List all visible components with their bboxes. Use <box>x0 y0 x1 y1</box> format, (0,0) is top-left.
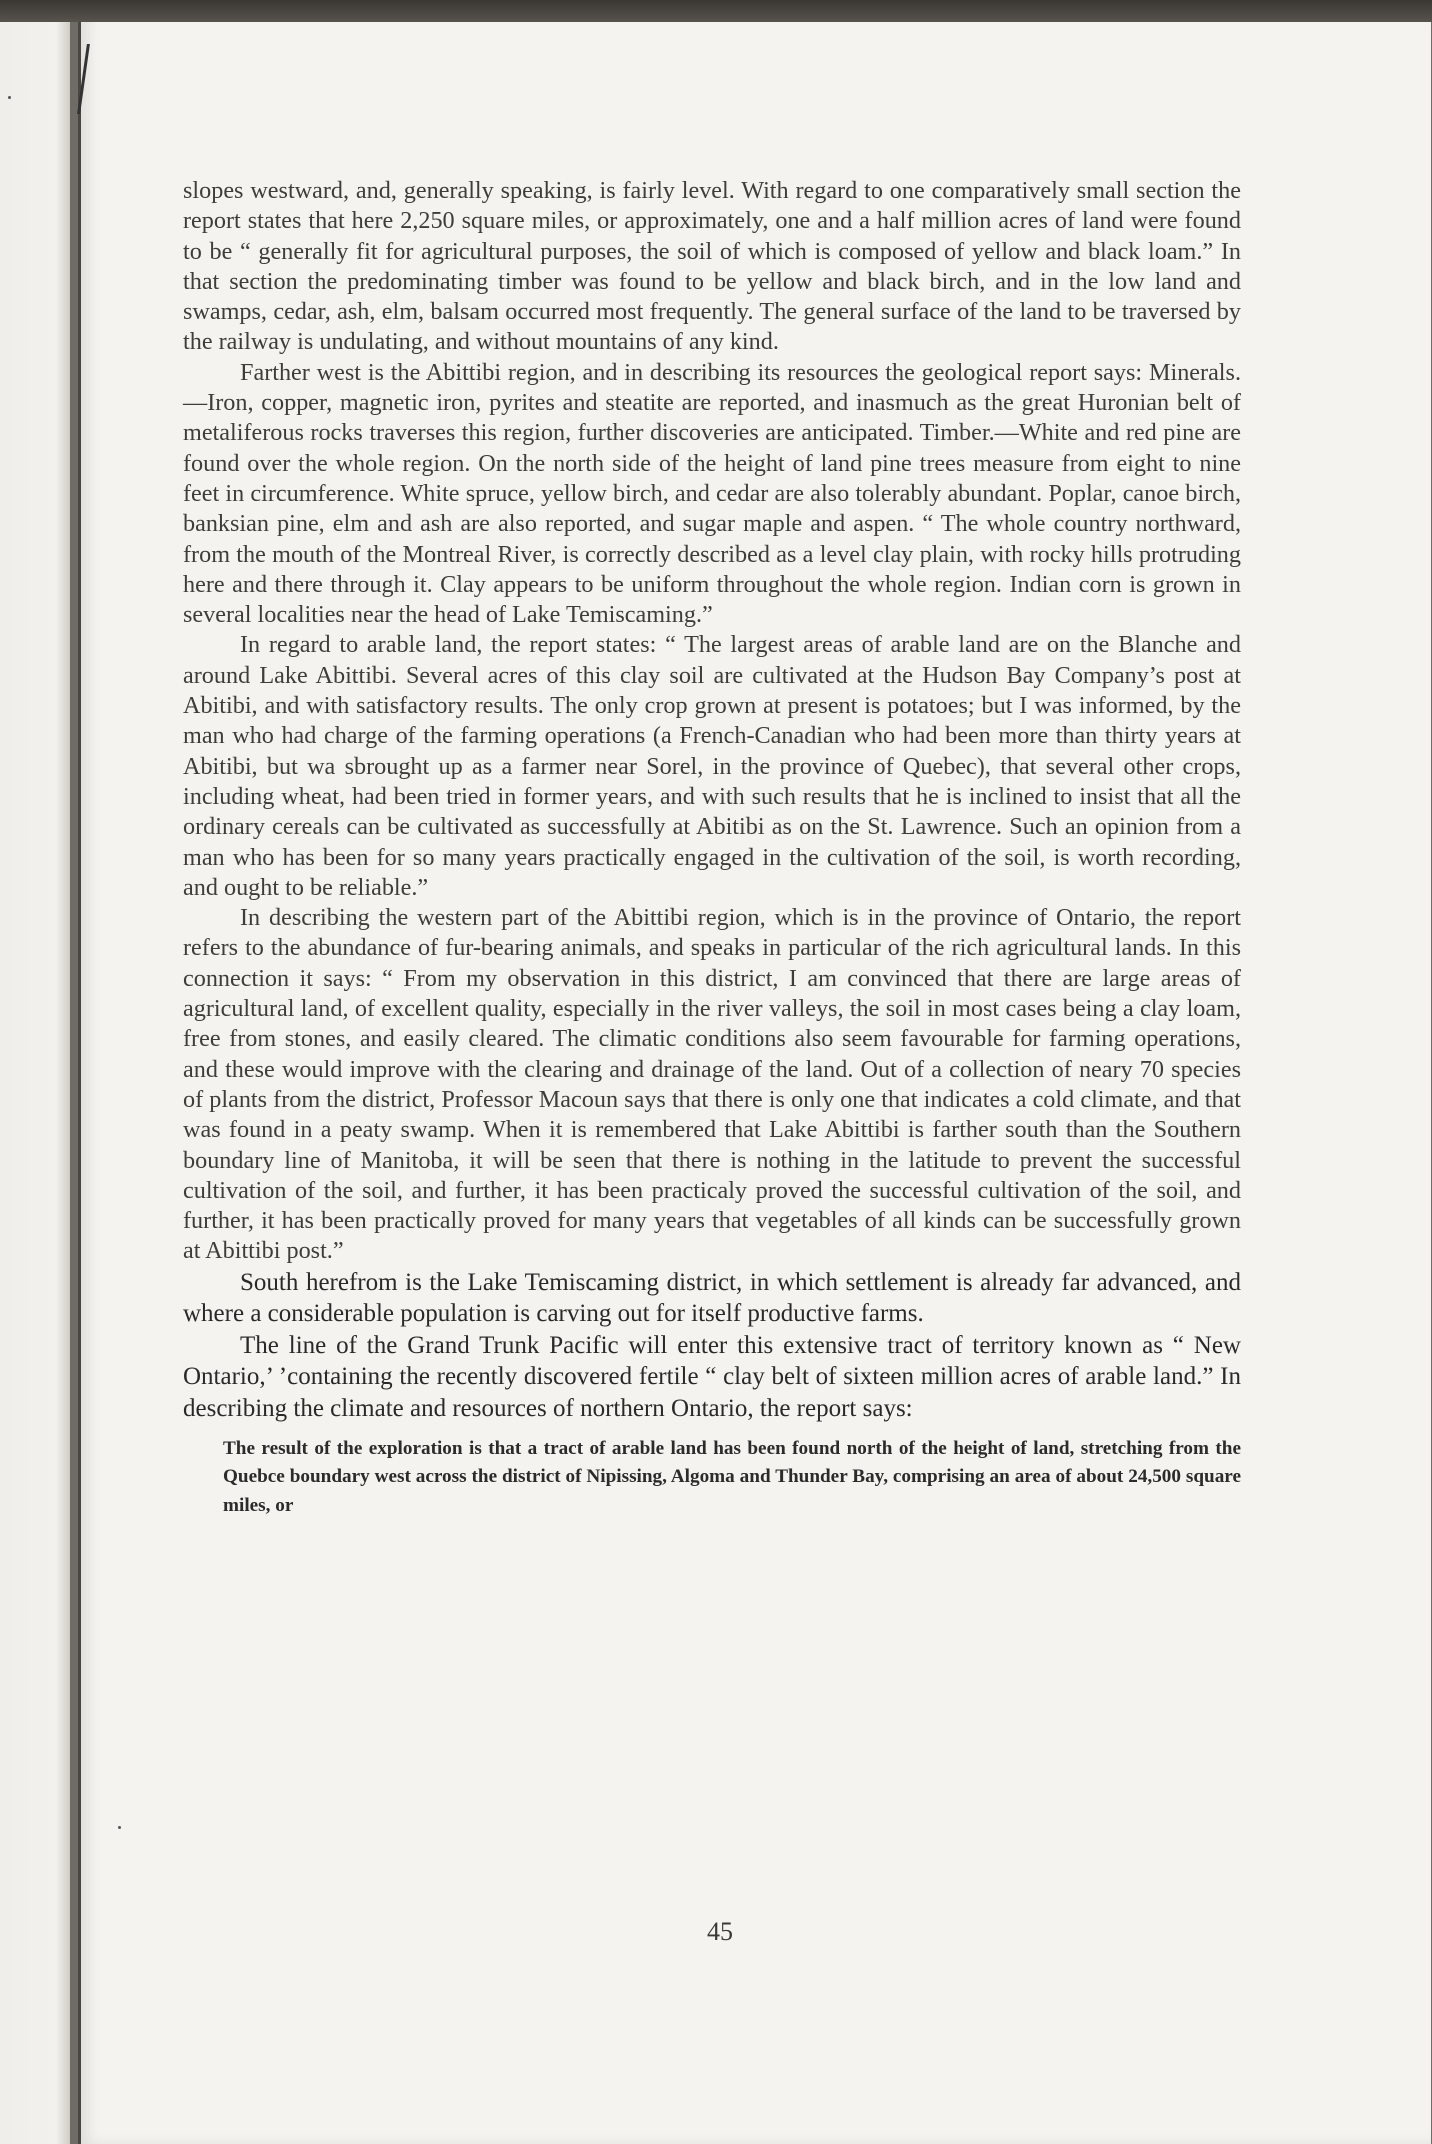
paragraph-3: In regard to arable land, the report states: “ The largest areas of arable land are on the Blanche and around Lake Abittibi. Several acres of this clay soil are cultivated at the Hudson Bay Company’s post at Abitibi, and with satisfactory results. The only crop grown at present is potatoes; but I was informed, by the man who had charge of the farming operations (a French-Canadian who had been more than thirty years at Abitibi, but wa sbrought up as a farmer near Sorel, in the province of Quebec), that several other crops, including wheat, had been tried in former years, and with such results that he is inclined to insist that all the ordinary cereals can be cultivated as successfully at Abitibi as on the St. Lawrence. Such an opinion from a man who has been for so many years practically engaged in the cultivation of the soil, is worth recording, and ought to be reliable.” <box>183 631 1241 901</box>
paragraph-5: South herefrom is the Lake Temiscaming district, in which settlement is already far advanced, and where a considerable population is carving out for itself productive farms. <box>183 1268 1241 1328</box>
paragraph-4: In describing the western part of the Abittibi region, which is in the province of Ontario, the report refers to the abundance of fur-bearing animals, and speaks in particular of the rich agricultural lands. In this connection it says: “ From my observation in this district, I am convinced that there are large areas of agricultural land, of excellent quality, especially in the river valleys, the soil in most cases being a clay loam, free from stones, and easily cleared. The climatic conditions also seem favourable for farming operations, and these would improve with the clearing and drainage of the land. Out of a collection of neary 70 species of plants from the district, Professor Macoun says that there is only one that indicates a cold climate, and that was found in a peaty swamp. When it is remembered that Lake Abittibi is farther south than the Southern boundary line of Manitoba, it will be seen that there is nothing in the latitude to prevent the successful cultivation of the soil, and further, it has been practicaly proved the successful cultivation of the soil, and further, it has been practically proved for many years that vegetables of all kinds can be successfully grown at Abittibi post.” <box>183 904 1241 1265</box>
scan-margin-left <box>0 0 70 2144</box>
paragraph-2: Farther west is the Abittibi region, and in describing its resources the geological report says: Minerals.—Iron, copper, magnetic iron, pyrites and steatite are reported, and inasmuch as the great Huronian belt of metaliferous rocks traverses this region, further discoveries are anticipated. Timber.—White and red pine are found over the whole region. On the north side of the height of land pine trees measure from eight to nine feet in circumference. White spruce, yellow birch, and cedar are also tolerably abundant. Poplar, canoe birch, banksian pine, elm and ash are also reported, and sugar maple and aspen. “ The whole country northward, from the mouth of the Montreal River, is correctly described as a level clay plain, with rocky hills protruding here and there through it. Clay appears to be uniform throughout the whole region. Indian corn is grown in several localities near the head of Lake Temiscaming.” <box>183 358 1241 629</box>
block-quote: The result of the exploration is that a tract of arable land has been found north of the height of land, stretching from the Quebce boundary west across the district of Nipissing, Algoma and Thunder Bay, comprising an area of about 24,500 square miles, or <box>223 1437 1241 1516</box>
page-body-text <box>183 176 1241 1520</box>
page-number: 45 <box>707 1917 733 1946</box>
scan-speck <box>118 1826 121 1829</box>
scan-speck <box>8 96 11 99</box>
paragraph-6: The line of the Grand Trunk Pacific will enter this extensive tract of territory known as “ New Ontario,’ ’containing the recently discovered fertile “ clay belt of sixteen million acres of arable land.” In describing the climate and resources of northern Ontario, the report says: <box>183 1331 1241 1423</box>
paragraph-1: slopes westward, and, generally speaking, is fairly level. With regard to one comparatively small section the report states that here 2,250 square miles, or approximately, one and a half million acres of land were found to be “ generally fit for agricultural purposes, the soil of which is composed of yellow and black loam.” In that section the predominating timber was found to be yellow and black birch, and in the low land and swamps, cedar, ash, elm, balsam occurred most frequently. The general surface of the land to be traversed by the railway is undulating, and without mountains of any kind. <box>183 177 1241 356</box>
scan-edge-top <box>0 0 1432 22</box>
